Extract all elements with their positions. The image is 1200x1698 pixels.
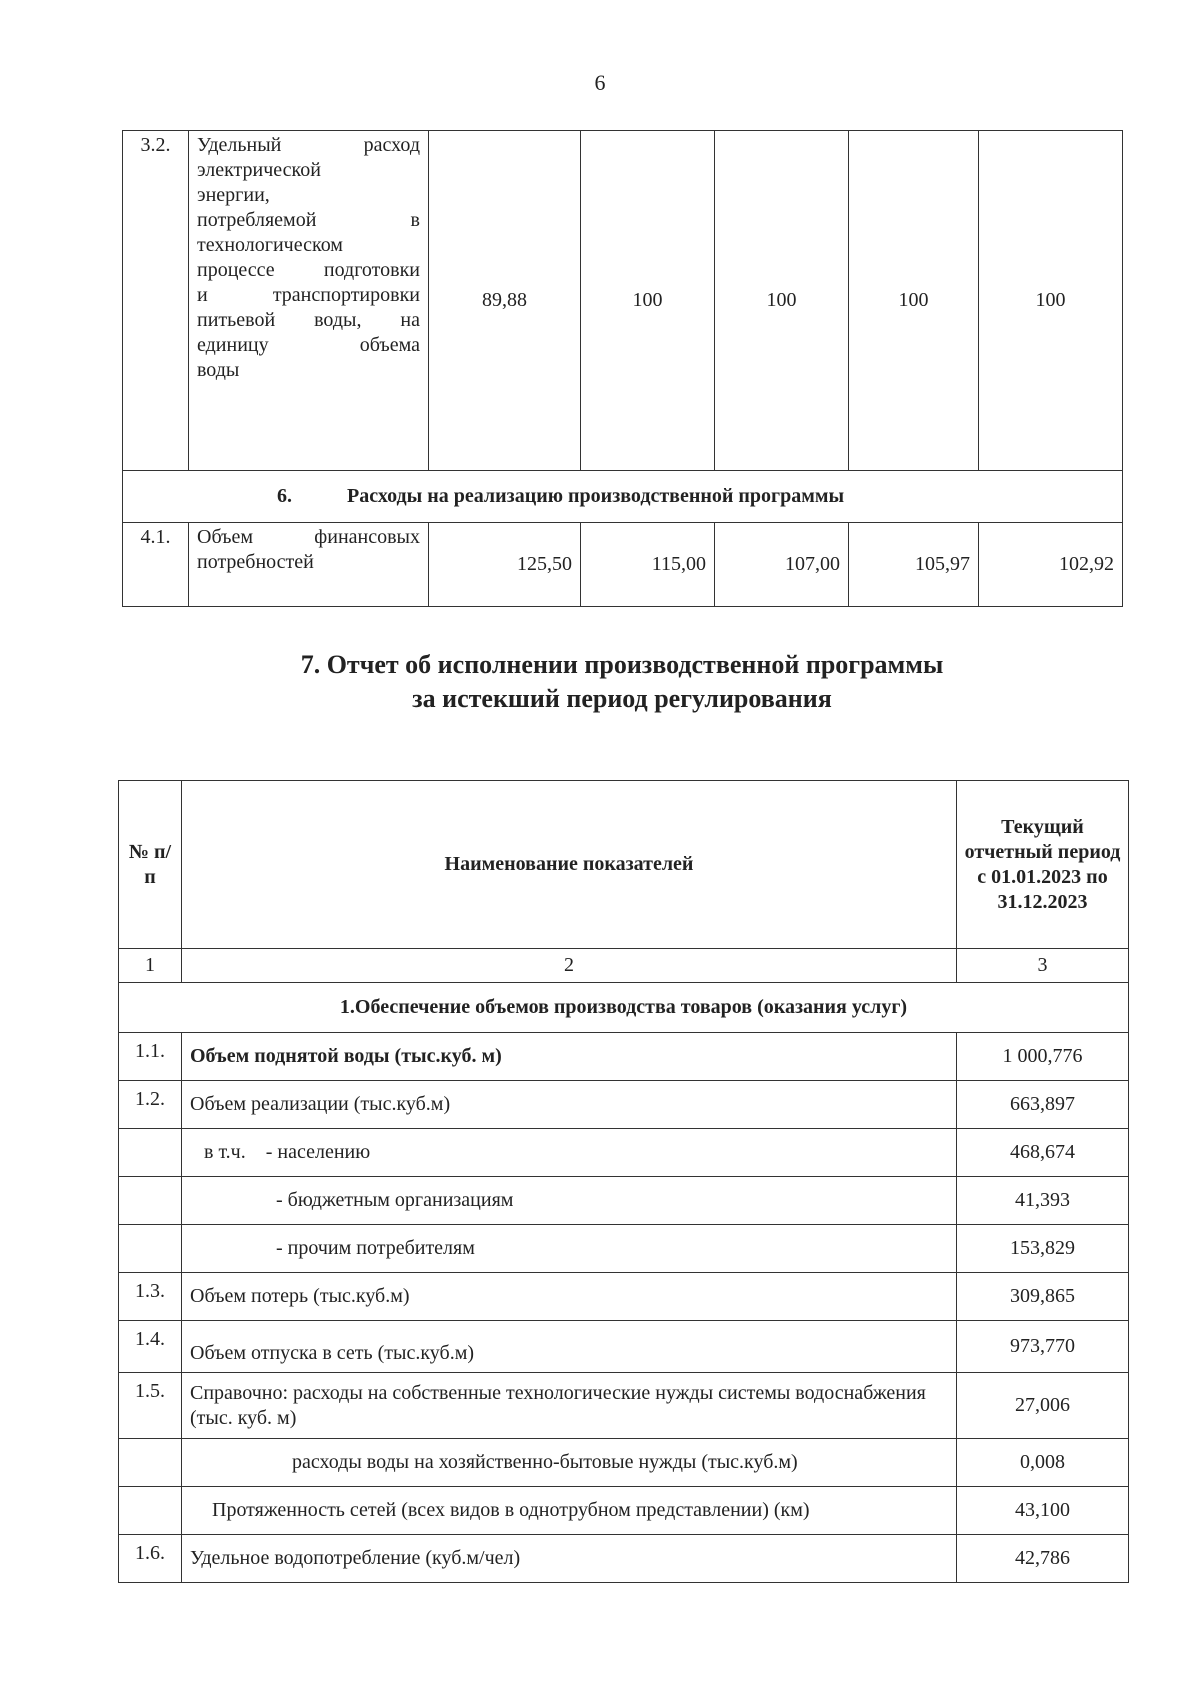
value-cell: 41,393	[957, 1177, 1129, 1225]
table-row	[119, 1535, 1129, 1583]
value-cell: 27,006	[957, 1373, 1129, 1439]
section-row	[123, 471, 1123, 523]
indicators-table	[122, 130, 1123, 607]
row-number	[119, 1439, 182, 1487]
indicator-name: Удельный расход электрической энергии, потребляемой в технологическом процессе подготовки и транспортировки питьевой воды, на единицу объема воды	[189, 131, 429, 471]
row-number	[119, 1129, 182, 1177]
value-cell: 107,00	[715, 523, 849, 607]
indicator-name: Объем потерь (тыс.куб.м)	[182, 1273, 957, 1321]
value-cell: 42,786	[957, 1535, 1129, 1583]
value-cell: 100	[979, 131, 1123, 471]
section-row	[119, 983, 1129, 1033]
column-number: 1	[119, 949, 182, 983]
row-number: 1.6.	[119, 1535, 182, 1583]
row-number	[119, 1487, 182, 1535]
header-name: Наименование показателей	[182, 781, 957, 949]
table-row	[119, 1225, 1129, 1273]
indicator-name: Справочно: расходы на собственные технологические нужды системы водоснабжения (тыс. куб. м)	[182, 1373, 957, 1439]
table-row	[119, 1321, 1129, 1373]
value-cell: 468,674	[957, 1129, 1129, 1177]
page-number: 6	[594, 70, 606, 95]
header-num: № п/п	[119, 781, 182, 949]
table-row	[119, 1081, 1129, 1129]
row-number: 4.1.	[123, 523, 189, 607]
table-row	[119, 1439, 1129, 1487]
table-row	[119, 1487, 1129, 1535]
indicator-name: Объем отпуска в сеть (тыс.куб.м)	[182, 1321, 957, 1373]
value-cell: 89,88	[429, 131, 581, 471]
indicator-name: Протяженность сетей (всех видов в однотрубном представлении) (км)	[182, 1487, 957, 1535]
column-number: 3	[957, 949, 1129, 983]
value-cell: 102,92	[979, 523, 1123, 607]
indicator-name: в т.ч. - населению	[182, 1129, 957, 1177]
value-cell: 663,897	[957, 1081, 1129, 1129]
value-cell: 309,865	[957, 1273, 1129, 1321]
value-cell: 105,97	[849, 523, 979, 607]
value-cell: 1 000,776	[957, 1033, 1129, 1081]
row-number: 1.5.	[119, 1373, 182, 1439]
header-period: Текущий отчетный период с 01.01.2023 по 31.12.2023	[957, 781, 1129, 949]
table-row	[119, 1177, 1129, 1225]
indicator-name: Объем финансовых потребностей	[189, 523, 429, 607]
value-cell: 115,00	[581, 523, 715, 607]
value-cell: 100	[849, 131, 979, 471]
section-title: 6. Расходы на реализацию производственной программы	[123, 471, 1123, 523]
table-row	[119, 1129, 1129, 1177]
value-cell: 100	[715, 131, 849, 471]
table-row	[123, 523, 1123, 607]
row-number	[119, 1225, 182, 1273]
indicator-name: - бюджетным организациям	[182, 1177, 957, 1225]
value-cell: 973,770	[957, 1321, 1129, 1373]
value-cell: 100	[581, 131, 715, 471]
row-number: 1.4.	[119, 1321, 182, 1373]
column-numbers-row	[119, 949, 1129, 983]
table-row	[119, 1273, 1129, 1321]
value-cell: 43,100	[957, 1487, 1129, 1535]
report-title: 7. Отчет об исполнении производственной программы за истекший период регулирования	[300, 650, 944, 713]
indicator-name: Удельное водопотребление (куб.м/чел)	[182, 1535, 957, 1583]
row-number: 1.1.	[119, 1033, 182, 1081]
row-number: 1.3.	[119, 1273, 182, 1321]
section-title: 1.Обеспечение объемов производства товаров (оказания услуг)	[119, 983, 1129, 1033]
indicator-name: - прочим потребителям	[182, 1225, 957, 1273]
indicator-name: Объем поднятой воды (тыс.куб. м)	[182, 1033, 957, 1081]
row-number	[119, 1177, 182, 1225]
indicator-name: Объем реализации (тыс.куб.м)	[182, 1081, 957, 1129]
value-cell: 125,50	[429, 523, 581, 607]
indicator-name: расходы воды на хозяйственно-бытовые нужды (тыс.куб.м)	[182, 1439, 957, 1487]
value-cell: 153,829	[957, 1225, 1129, 1273]
row-number: 1.2.	[119, 1081, 182, 1129]
report-table	[118, 780, 1129, 1583]
table-row	[119, 1033, 1129, 1081]
table-row	[119, 1373, 1129, 1439]
row-number: 3.2.	[123, 131, 189, 471]
value-cell: 0,008	[957, 1439, 1129, 1487]
header-row	[119, 781, 1129, 949]
table-row	[123, 131, 1123, 471]
column-number: 2	[182, 949, 957, 983]
